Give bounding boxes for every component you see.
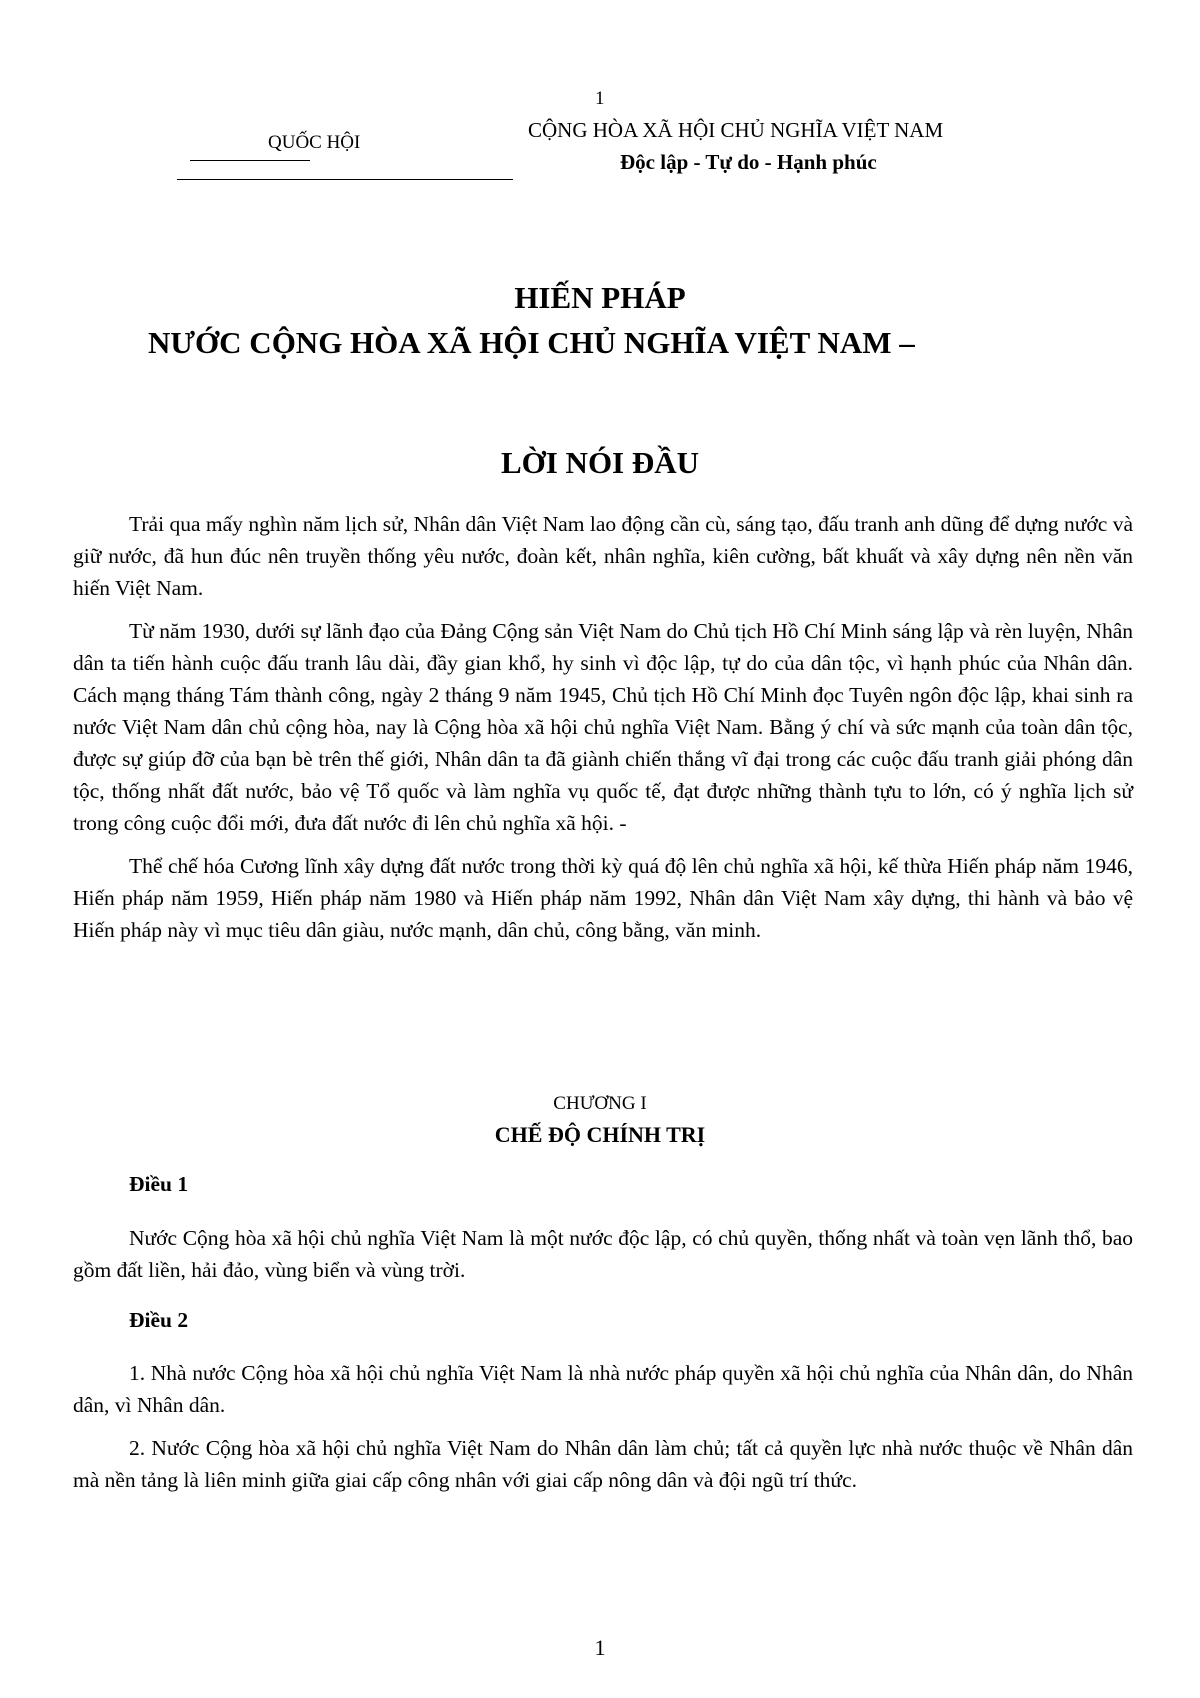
chapter-number: CHƯƠNG I bbox=[553, 1093, 647, 1114]
preamble-paragraph: Thể chế hóa Cương lĩnh xây dựng đất nước trong thời kỳ quá độ lên chủ nghĩa xã hội, kế thừa Hiến pháp năm 1946, Hiến pháp năm 1959, Hiến pháp năm 1980 và Hiến pháp năm 1992, Nhân dân Việt Nam xây dựng, thi hành và bảo vệ Hiến pháp này vì mục tiêu dân giàu, nước mạnh, dân chủ, công bằng, văn minh. bbox=[73, 854, 1133, 942]
article-body bbox=[73, 1357, 1133, 1507]
preamble-body bbox=[73, 508, 1133, 957]
footer-page-number: 1 bbox=[594, 1635, 606, 1660]
top-page-number: 1 bbox=[595, 88, 605, 109]
divider-line bbox=[177, 179, 513, 180]
chapter-title: CHẾ ĐỘ CHÍNH TRỊ bbox=[494, 1122, 706, 1147]
article-body bbox=[73, 1222, 1133, 1297]
document-subtitle: NƯỚC CỘNG HÒA XÃ HỘI CHỦ NGHĨA VIỆT NAM – bbox=[148, 325, 915, 360]
preamble-paragraph: Trải qua mấy nghìn năm lịch sử, Nhân dân Việt Nam lao động cần cù, sáng tạo, đấu tranh anh dũng để dựng nước và giữ nước, đã hun đúc nên truyền thống yêu nước, đoàn kết, nhân nghĩa, kiên cường, bất khuất và xây dựng nên nền văn hiến Việt Nam. bbox=[73, 512, 1133, 600]
national-motto: Độc lập - Tự do - Hạnh phúc bbox=[620, 150, 877, 174]
preamble-paragraph: Từ năm 1930, dưới sự lãnh đạo của Đảng Cộng sản Việt Nam do Chủ tịch Hồ Chí Minh sáng lập và rèn luyện, Nhân dân ta tiến hành cuộc đấu tranh lâu dài, đầy gian khổ, hy sinh vì độc lập, tự do của dân tộc, vì hạnh phúc của Nhân dân. Cách mạng tháng Tám thành công, ngày 2 tháng 9 năm 1945, Chủ tịch Hồ Chí Minh đọc Tuyên ngôn độc lập, khai sinh ra nước Việt Nam dân chủ cộng hòa, nay là Cộng hòa xã hội chủ nghĩa Việt Nam. Bằng ý chí và sức mạnh của toàn dân tộc, được sự giúp đỡ của bạn bè trên thế giới, Nhân dân ta đã giành chiến thắng vĩ đại trong các cuộc đấu tranh giải phóng dân tộc, thống nhất đất nước, bảo vệ Tổ quốc và làm nghĩa vụ quốc tế, đạt được những thành tựu to lớn, có ý nghĩa lịch sử trong công cuộc đổi mới, đưa đất nước đi lên chủ nghĩa xã hội. - bbox=[73, 619, 1133, 835]
article-paragraph: Nước Cộng hòa xã hội chủ nghĩa Việt Nam là một nước độc lập, có chủ quyền, thống nhất và toàn vẹn lãnh thổ, bao gồm đất liền, hải đảo, vùng biển và vùng trời. bbox=[73, 1226, 1133, 1282]
article-heading: Điều 1 bbox=[129, 1172, 189, 1196]
article-paragraph: 2. Nước Cộng hòa xã hội chủ nghĩa Việt Nam do Nhân dân làm chủ; tất cả quyền lực nhà nước thuộc về Nhân dân mà nền tảng là liên minh giữa giai cấp công nhân với giai cấp nông dân và đội ngũ trí thức. bbox=[73, 1436, 1133, 1492]
organization-name: QUỐC HỘI bbox=[268, 132, 361, 153]
preamble-heading: LỜI NÓI ĐẦU bbox=[500, 445, 700, 480]
republic-name: CỘNG HÒA XÃ HỘI CHỦ NGHĨA VIỆT NAM bbox=[528, 118, 944, 142]
document-title: HIẾN PHÁP bbox=[514, 280, 686, 315]
divider-line bbox=[190, 160, 310, 161]
article-heading: Điều 2 bbox=[129, 1308, 189, 1332]
article-paragraph: 1. Nhà nước Cộng hòa xã hội chủ nghĩa Việt Nam là nhà nước pháp quyền xã hội chủ nghĩa của Nhân dân, do Nhân dân, vì Nhân dân. bbox=[73, 1361, 1133, 1417]
